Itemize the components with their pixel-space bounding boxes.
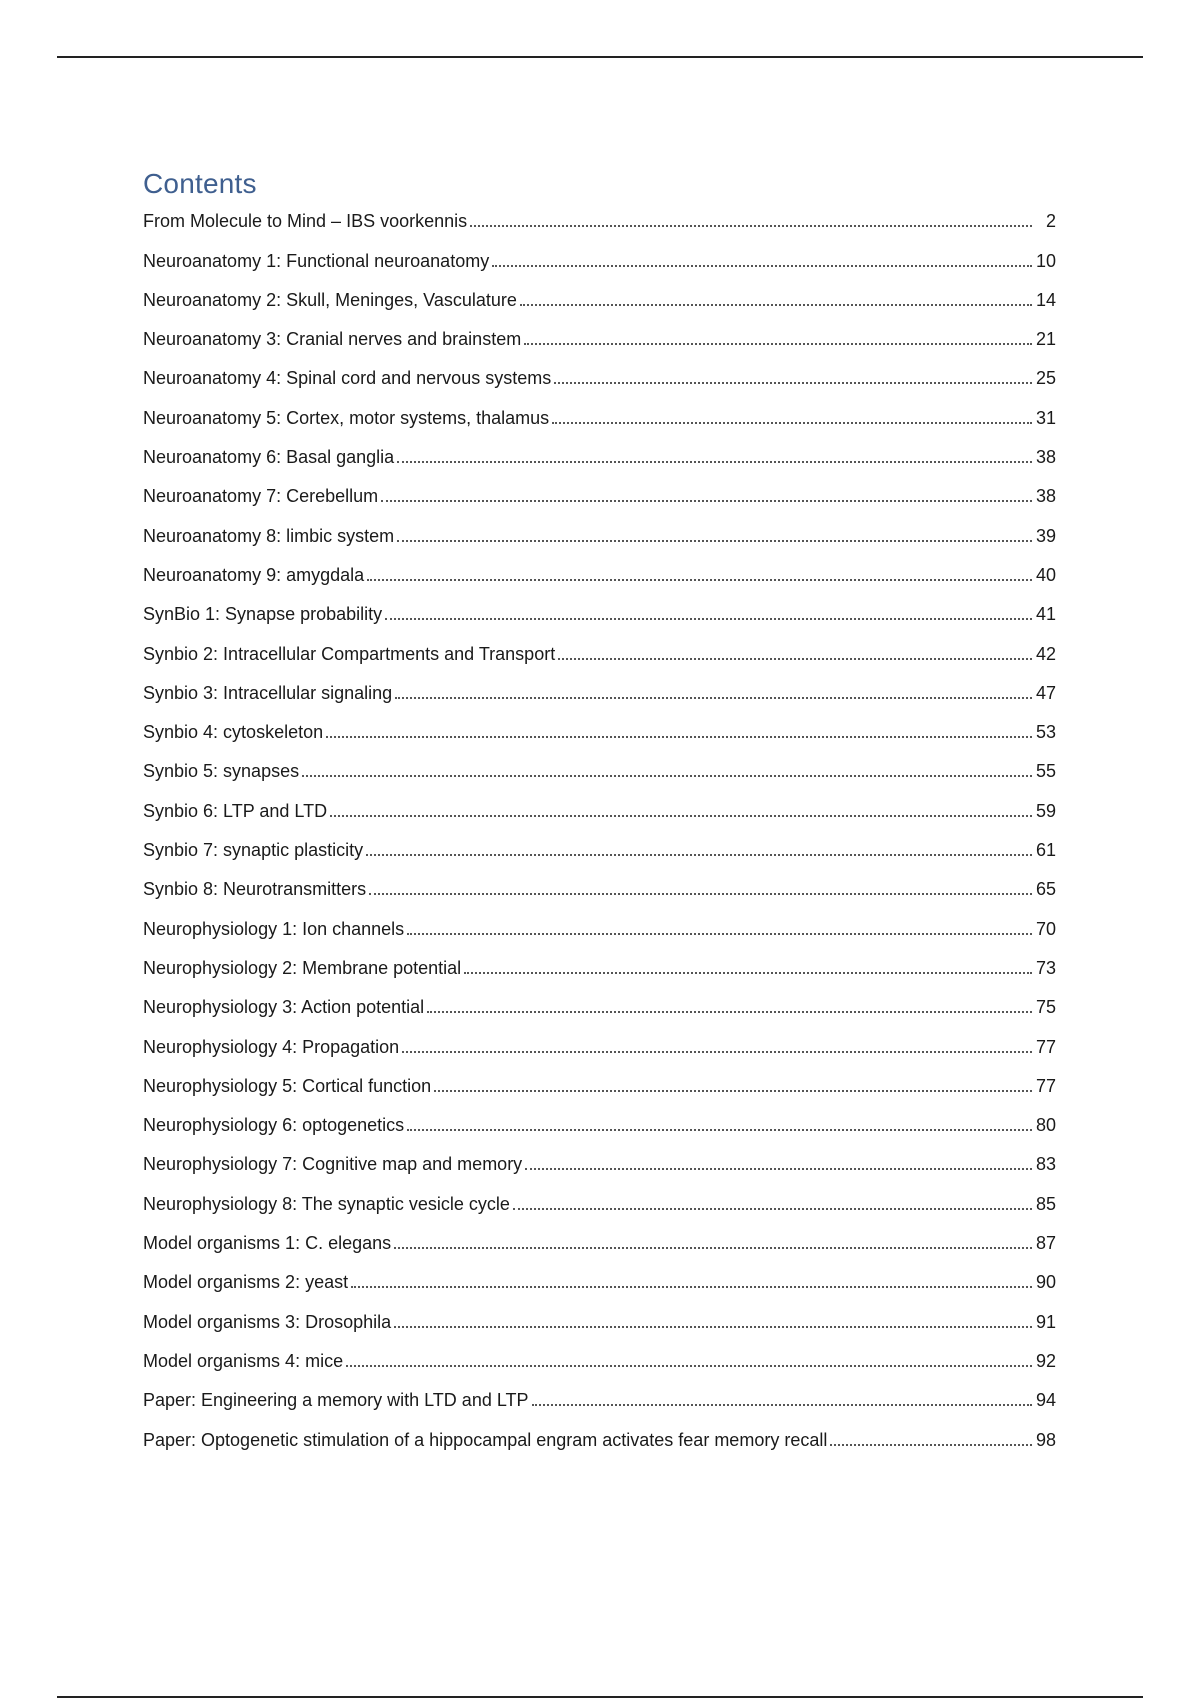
toc-entry-page-number: 2: [1045, 211, 1056, 232]
toc-entry-page-number: 75: [1035, 997, 1056, 1018]
dot-leader: [397, 461, 1032, 463]
toc-entry-page-number: 25: [1035, 368, 1056, 389]
toc-entry[interactable]: [143, 914, 1056, 953]
toc-entry-title: Paper: Optogenetic stimulation of a hippocampal engram activates fear memory recall: [143, 1429, 828, 1450]
dot-leader: [366, 854, 1032, 856]
toc-entry-title: Neuroanatomy 8: limbic system: [143, 525, 395, 546]
toc-entry[interactable]: [143, 246, 1056, 285]
dot-leader: [381, 500, 1032, 502]
toc-entry[interactable]: [143, 679, 1056, 718]
dot-leader: [554, 382, 1032, 384]
toc-entry-page-number: 21: [1035, 329, 1056, 350]
toc-entry-title: From Molecule to Mind – IBS voorkennis: [143, 211, 468, 232]
toc-entry-title: Synbio 8: Neurotransmitters: [143, 879, 367, 900]
toc-entry[interactable]: [143, 600, 1056, 639]
dot-leader: [369, 893, 1032, 895]
toc-entry[interactable]: [143, 286, 1056, 325]
toc-entry-page-number: 80: [1035, 1115, 1056, 1136]
toc-entry-title: Neuroanatomy 5: Cortex, motor systems, thalamus: [143, 407, 550, 428]
dot-leader: [330, 815, 1032, 817]
dot-leader: [351, 1286, 1032, 1288]
toc-entry-page-number: 94: [1035, 1390, 1056, 1411]
toc-entry-title: Neuroanatomy 6: Basal ganglia: [143, 447, 395, 468]
toc-entry[interactable]: [143, 954, 1056, 993]
toc-entry-title: Neurophysiology 8: The synaptic vesicle cycle: [143, 1193, 510, 1214]
toc-entry-title: Synbio 6: LTP and LTD: [143, 800, 328, 821]
toc-entry[interactable]: [143, 1425, 1056, 1464]
toc-entry[interactable]: [143, 836, 1056, 875]
toc-entry-title: Neurophysiology 7: Cognitive map and memory: [143, 1154, 523, 1175]
toc-entry-title: Synbio 4: cytoskeleton: [143, 722, 324, 743]
dot-leader: [464, 972, 1032, 974]
dot-leader: [346, 1365, 1032, 1367]
dot-leader: [470, 225, 1032, 227]
dot-leader: [532, 1404, 1032, 1406]
toc-entry[interactable]: [143, 207, 1056, 246]
dot-leader: [394, 1247, 1032, 1249]
toc-entry-title: Neurophysiology 1: Ion channels: [143, 918, 405, 939]
toc-entry-page-number: 41: [1035, 604, 1056, 625]
toc-entry[interactable]: [143, 443, 1056, 482]
dot-leader: [402, 1051, 1032, 1053]
dot-leader: [513, 1208, 1032, 1210]
toc-entry-page-number: 31: [1035, 407, 1056, 428]
toc-entry-page-number: 38: [1035, 447, 1056, 468]
toc-entry-page-number: 98: [1035, 1429, 1056, 1450]
toc-entry-title: Neuroanatomy 2: Skull, Meninges, Vasculature: [143, 289, 517, 310]
dot-leader: [367, 579, 1032, 581]
dot-leader: [407, 933, 1032, 935]
toc-entry[interactable]: [143, 1111, 1056, 1150]
toc-entry-page-number: 14: [1035, 289, 1056, 310]
toc-entry[interactable]: [143, 521, 1056, 560]
toc-entry[interactable]: [143, 1386, 1056, 1425]
toc-entry[interactable]: [143, 757, 1056, 796]
toc-entry[interactable]: [143, 482, 1056, 521]
toc-entry-title: SynBio 1: Synapse probability: [143, 604, 383, 625]
dot-leader: [524, 343, 1032, 345]
toc-entry-title: Neurophysiology 3: Action potential: [143, 997, 425, 1018]
toc-entry-page-number: 83: [1035, 1154, 1056, 1175]
toc-entry-title: Neurophysiology 4: Propagation: [143, 1036, 400, 1057]
toc-entry-title: Model organisms 4: mice: [143, 1350, 344, 1371]
dot-leader: [434, 1090, 1032, 1092]
toc-entry-title: Neuroanatomy 1: Functional neuroanatomy: [143, 250, 490, 271]
toc-entry-page-number: 77: [1035, 1075, 1056, 1096]
toc-entry[interactable]: [143, 1189, 1056, 1228]
toc-entry[interactable]: [143, 325, 1056, 364]
toc-entry-page-number: 40: [1035, 564, 1056, 585]
toc-entry[interactable]: [143, 639, 1056, 678]
contents-heading: Contents: [143, 168, 257, 199]
toc-entry-page-number: 47: [1035, 682, 1056, 703]
toc-entry-page-number: 90: [1035, 1272, 1056, 1293]
toc-entry[interactable]: [143, 1072, 1056, 1111]
toc-entry[interactable]: [143, 364, 1056, 403]
toc-entry-page-number: 10: [1035, 250, 1056, 271]
toc-entry[interactable]: [143, 718, 1056, 757]
toc-entry[interactable]: [143, 875, 1056, 914]
toc-entry[interactable]: [143, 796, 1056, 835]
dot-leader: [395, 697, 1032, 699]
dot-leader: [427, 1011, 1032, 1013]
toc-entry[interactable]: [143, 1268, 1056, 1307]
dot-leader: [394, 1326, 1032, 1328]
toc-entry-title: Paper: Engineering a memory with LTD and LTP: [143, 1390, 529, 1411]
dot-leader: [525, 1168, 1032, 1170]
toc-entry-page-number: 70: [1035, 918, 1056, 939]
toc-entry-title: Model organisms 1: C. elegans: [143, 1233, 392, 1254]
toc-entry-page-number: 87: [1035, 1233, 1056, 1254]
toc-entry-title: Synbio 5: synapses: [143, 761, 300, 782]
dot-leader: [830, 1444, 1032, 1446]
dot-leader: [558, 658, 1032, 660]
toc-entry[interactable]: [143, 1347, 1056, 1386]
dot-leader: [385, 618, 1032, 620]
toc-entry-page-number: 53: [1035, 722, 1056, 743]
toc-entry-page-number: 59: [1035, 800, 1056, 821]
toc-entry-page-number: 55: [1035, 761, 1056, 782]
toc-entry[interactable]: [143, 1307, 1056, 1346]
toc-entry-title: Neuroanatomy 3: Cranial nerves and brainstem: [143, 329, 522, 350]
toc-entry-title: Synbio 2: Intracellular Compartments and Transport: [143, 643, 556, 664]
toc-entry-page-number: 38: [1035, 486, 1056, 507]
dot-leader: [552, 422, 1032, 424]
toc-entry-page-number: 73: [1035, 957, 1056, 978]
toc-entry-page-number: 39: [1035, 525, 1056, 546]
toc-entry-page-number: 42: [1035, 643, 1056, 664]
toc-entry-page-number: 65: [1035, 879, 1056, 900]
toc-entry-page-number: 92: [1035, 1350, 1056, 1371]
toc-entry[interactable]: [143, 1150, 1056, 1189]
dot-leader: [397, 540, 1032, 542]
toc-entry-page-number: 91: [1035, 1311, 1056, 1332]
dot-leader: [302, 775, 1032, 777]
toc-entry-title: Neuroanatomy 9: amygdala: [143, 564, 365, 585]
toc-entry[interactable]: [143, 1229, 1056, 1268]
dot-leader: [492, 265, 1032, 267]
toc-entry-title: Neurophysiology 5: Cortical function: [143, 1075, 432, 1096]
toc-entry-page-number: 85: [1035, 1193, 1056, 1214]
toc-entry-page-number: 61: [1035, 840, 1056, 861]
toc-entry-title: Model organisms 2: yeast: [143, 1272, 349, 1293]
toc-entry[interactable]: [143, 1032, 1056, 1071]
toc-entry[interactable]: [143, 993, 1056, 1032]
toc-entry-title: Neuroanatomy 7: Cerebellum: [143, 486, 379, 507]
footer-rule: [57, 1696, 1143, 1698]
toc-entry[interactable]: [143, 561, 1056, 600]
toc-entry[interactable]: [143, 403, 1056, 442]
dot-leader: [520, 304, 1032, 306]
dot-leader: [407, 1129, 1032, 1131]
table-of-contents: [143, 207, 1056, 1465]
toc-entry-title: Neurophysiology 2: Membrane potential: [143, 957, 462, 978]
toc-entry-title: Synbio 3: Intracellular signaling: [143, 682, 393, 703]
toc-entry-title: Model organisms 3: Drosophila: [143, 1311, 392, 1332]
toc-entry-title: Neuroanatomy 4: Spinal cord and nervous systems: [143, 368, 552, 389]
dot-leader: [326, 736, 1032, 738]
toc-entry-title: Neurophysiology 6: optogenetics: [143, 1115, 405, 1136]
header-rule: [57, 56, 1143, 58]
toc-entry-title: Synbio 7: synaptic plasticity: [143, 840, 364, 861]
toc-entry-page-number: 77: [1035, 1036, 1056, 1057]
